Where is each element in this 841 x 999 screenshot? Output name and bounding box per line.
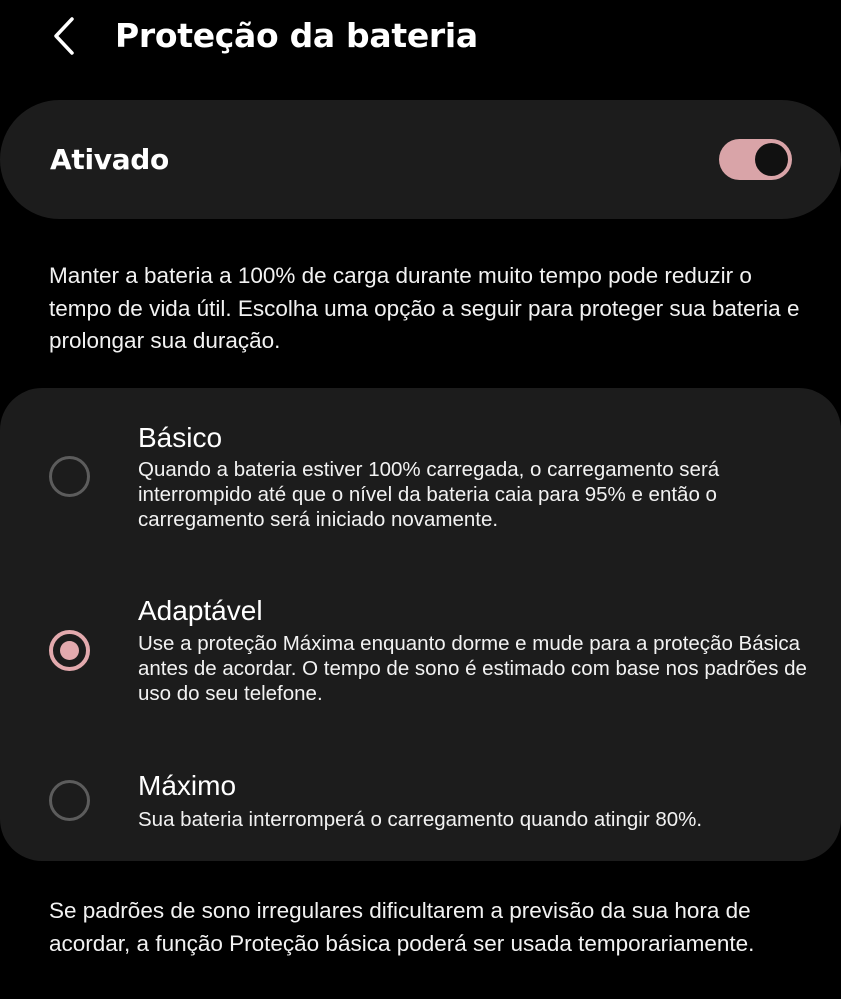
option-title: Máximo xyxy=(138,770,237,801)
master-toggle-label: Ativado xyxy=(50,143,169,176)
switch-knob xyxy=(755,143,788,176)
option-basic[interactable] xyxy=(0,388,841,558)
option-title: Básico xyxy=(138,422,223,453)
option-adaptive[interactable] xyxy=(0,578,841,728)
option-description: Sua bateria interromperá o carregamento quando atingir 80%. xyxy=(138,808,703,831)
protection-options-card xyxy=(0,388,841,861)
chevron-left-icon xyxy=(52,16,76,56)
feature-description: Manter a bateria a 100% de carga durante muito tempo pode reduzir o tempo de vida útil. Escolha uma opção a seguir para proteger sua bateria e prolongar sua duração. xyxy=(49,263,800,353)
radio-button-basic[interactable] xyxy=(49,456,90,497)
footer-note: Se padrões de sono irregulares dificultarem a previsão da sua hora de acordar, a função Proteção básica poderá ser usada temporariamente. xyxy=(49,898,755,956)
master-toggle-row[interactable] xyxy=(0,100,841,219)
page-title: Proteção da bateria xyxy=(115,16,478,55)
back-button[interactable] xyxy=(44,14,84,58)
master-toggle-switch[interactable] xyxy=(719,139,792,180)
option-description: Use a proteção Máxima enquanto dorme e mude para a proteção Básica antes de acordar. O tempo de sono é estimado com base nos padrões de uso do seu telefone. xyxy=(138,632,807,705)
option-description: Quando a bateria estiver 100% carregada, o carregamento será interrompido até que o nível da bateria caia para 95% e então o carregamento será iniciado novamente. xyxy=(138,458,720,531)
option-maximum[interactable] xyxy=(0,748,841,848)
radio-button-maximum[interactable] xyxy=(49,780,90,821)
app-bar xyxy=(0,0,841,72)
radio-button-adaptive[interactable] xyxy=(49,630,90,671)
option-title: Adaptável xyxy=(138,595,263,626)
